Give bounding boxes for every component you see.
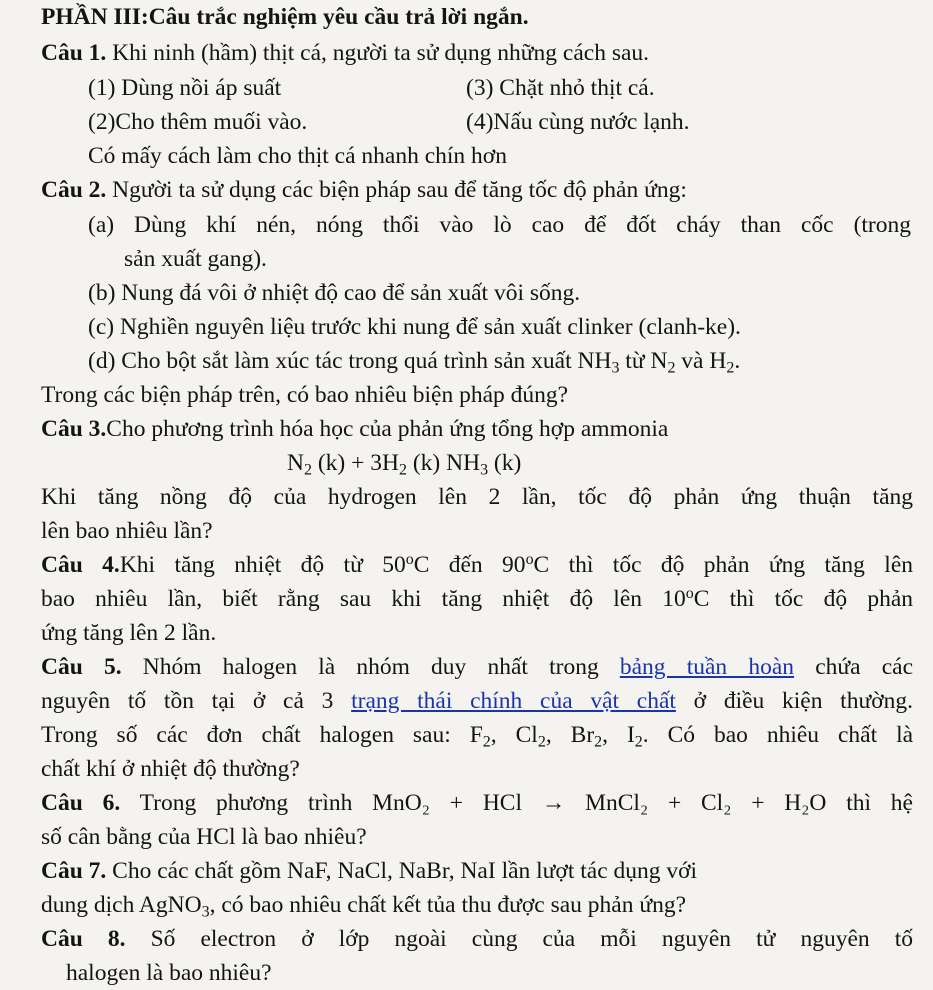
q1-option-3: (3) Chặt nhỏ thịt cá.: [466, 75, 655, 101]
q1-option-1: (1) Dùng nồi áp suất: [88, 75, 282, 101]
q7-stem: Câu 7. Cho các chất gồm NaF, NaCl, NaBr, NaI lần lượt tác dụng với: [41, 858, 698, 884]
q2-option-a: (a) Dùng khí nén, nóng thổi vào lò cao để đốt cháy than cốc (trong: [88, 212, 911, 238]
section-heading: PHẦN III:Câu trắc nghiệm yêu cầu trả lời ngắn.: [41, 4, 529, 30]
q1-stem: Câu 1. Khi ninh (hầm) thịt cá, người ta sử dụng những cách sau.: [41, 40, 650, 66]
q1-option-4: (4)Nấu cùng nước lạnh.: [466, 109, 690, 135]
q2-question: Trong các biện pháp trên, có bao nhiêu biện pháp đúng?: [41, 382, 569, 408]
q8-question: halogen là bao nhiêu?: [66, 960, 272, 986]
q5-question: chất khí ở nhiệt độ thường?: [41, 756, 300, 782]
q8-stem: Câu 8. Số electron ở lớp ngoài cùng của mỗi nguyên tử nguyên tố: [41, 926, 914, 952]
q5-halogen-list: Trong số các đơn chất halogen sau: $F_2$, $Cl_2$, $Br_2$, $I_2$. Có bao nhiêu chất là: [41, 722, 914, 751]
q3-question: Khi tăng nồng độ của hydrogen lên 2 lần, tốc độ phản ứng thuận tăng: [41, 484, 913, 510]
q1-option-2: (2)Cho thêm muối vào.: [88, 109, 308, 135]
q5-stem: Câu 5. Nhóm halogen là nhóm duy nhất trong bảng tuần hoàn chứa các: [41, 654, 914, 680]
q3-question-cont: lên bao nhiêu lần?: [41, 518, 213, 544]
q4-stem-end: ứng tăng lên 2 lần.: [41, 620, 217, 646]
q2-option-d: (d) Cho bột sắt làm xúc tác trong quá trình sản xuất $NH_3$ từ $N_2$ và $H_2$.: [88, 348, 741, 377]
q4-stem: Câu 4.Khi tăng nhiệt độ từ 50$^o$C đến 90$^o$C thì tốc độ phản ứng tăng lên: [41, 551, 914, 578]
q2-option-a-cont: sản xuất gang).: [124, 246, 267, 272]
q2-option-b: (b) Nung đá vôi ở nhiệt độ cao để sản xuất vôi sống.: [88, 280, 581, 306]
q3-equation: $N_2$ $(k) + 3H_2$ (k) $NH_3$ (k): [287, 450, 522, 479]
q6-question: số cân bằng của HCl là bao nhiêu?: [41, 824, 367, 850]
q4-stem-cont: bao nhiêu lần, biết rằng sau khi tăng nhiệt độ lên 10$^o$C thì tốc độ phản: [41, 585, 913, 612]
periodic-table-link[interactable]: bảng tuần hoàn: [619, 654, 795, 680]
q2-stem: Câu 2. Người ta sử dụng các biện pháp sau để tăng tốc độ phản ứng:: [41, 177, 687, 203]
q1-question: Có mấy cách làm cho thịt cá nhanh chín hơn: [88, 143, 507, 169]
q5-stem-cont: nguyên tố tồn tại ở cả 3 trạng thái chính của vật chất ở điều kiện thường.: [41, 688, 914, 714]
q6-stem: Câu 6. Trong phương trình MnO₂ + HCl → MnCl₂ + Cl₂ + H₂O thì hệ: [41, 790, 913, 816]
q3-stem: Câu 3.Cho phương trình hóa học của phản ứng tổng hợp ammonia: [41, 416, 669, 442]
q7-question: dung dịch AgNO$_3$, có bao nhiêu chất kết tủa thu được sau phản ứng?: [41, 892, 687, 921]
q2-option-c: (c) Nghiền nguyên liệu trước khi nung để sản xuất clinker (clanh-ke).: [88, 314, 741, 340]
states-of-matter-link[interactable]: trạng thái chính của vật chất: [351, 688, 676, 714]
q6-equation: MnO₂ + HCl → MnCl₂ + Cl₂ + H₂O: [372, 790, 827, 816]
